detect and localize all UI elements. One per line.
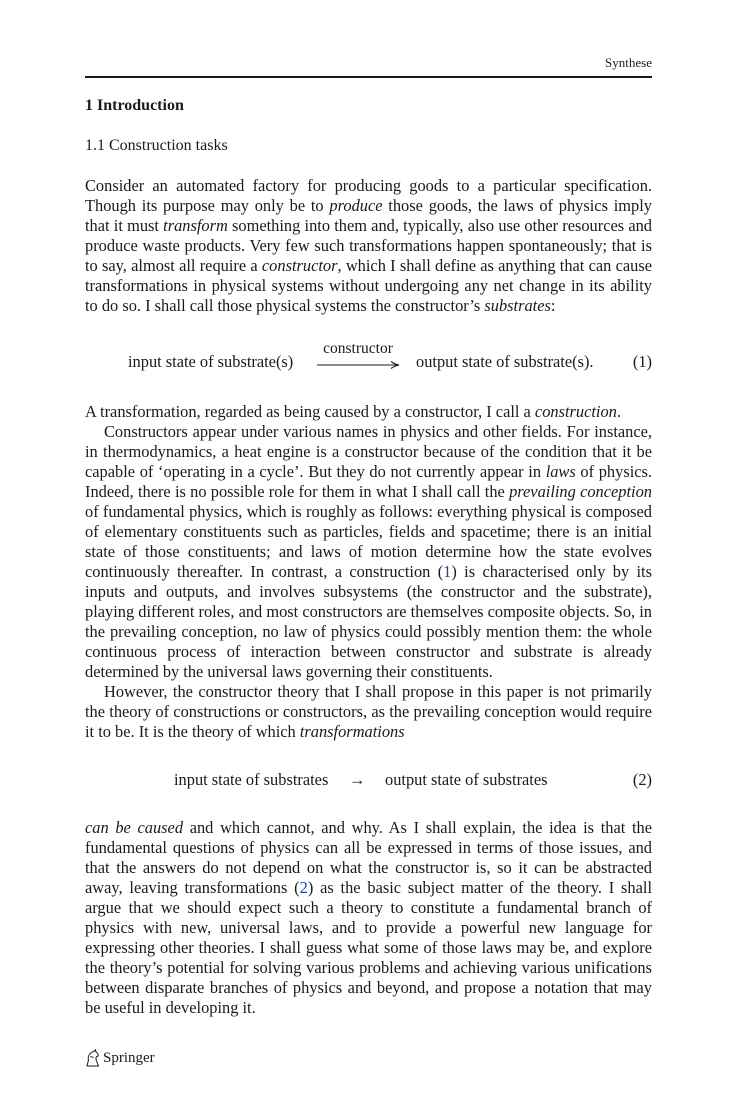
paragraph-3-text: Constructors appear under various names in physics and other fields. For instance, in thermodynamics, a heat engine is a constructor because of the condition that it be capable of ‘operating in a cycle’. But they do not currently appear in: [85, 422, 652, 481]
right-arrow-icon: →: [349, 770, 366, 789]
paragraph-1-emphasis: constructor: [261, 256, 338, 275]
paragraph-3-text: ) is characterised only by its inputs and outputs, and involves subsystems (the constructor and the substrate), playing different roles, and most constructors are themselves composite objects. So, in the prevailing conception, no law of physics could possibly mention them: the whole continuous process of interaction between constructor and substrate is already determined by the universal laws governing their constituents.: [85, 562, 652, 681]
equation-2-rhs: output state of substrates: [385, 770, 548, 789]
paragraph-1-emphasis: transform: [163, 216, 228, 235]
running-head: Synthese: [605, 55, 652, 70]
paragraph-1-emphasis: produce: [329, 196, 383, 215]
equation-2-lhs: input state of substrates: [174, 770, 329, 789]
paragraph-5-text: ) as the basic subject matter of the theory. I shall argue that we should expect such a theory to constitute a fundamental branch of physics with new, universal laws, and to provide a powerful new language for expressing other theories. I shall guess what some of those laws may be, and explore the theory’s potential for solving various problems and achieving various unifications between disparate branches of physics and beyond, and propose a notation that may be useful in developing it.: [85, 878, 652, 1017]
paragraph-1-text: those goods, the laws of physics imply that it must: [85, 196, 652, 235]
paragraph-1-text: something into them and, typically, also use other resources and produce waste products. Very few such transformations happen spontaneously; that is to say, almost all require a: [85, 216, 652, 275]
paragraph-2-text: .: [616, 402, 621, 421]
equation-1-rhs: output state of substrate(s).: [416, 352, 594, 371]
equation-reference-link[interactable]: 2: [299, 878, 308, 897]
paragraph-2-text: A transformation, regarded as being caused by a constructor, I call a: [85, 402, 535, 421]
paragraph-3-emphasis: laws: [545, 462, 576, 481]
footer: [85, 1047, 155, 1069]
paragraph-4-text: However, the constructor theory that I shall propose in this paper is not primarily the theory of constructions or constructors, as the prevailing conception would require it to be. It is the theory of which: [85, 682, 652, 741]
publisher-name: Springer: [103, 1050, 155, 1066]
paragraph-3-emphasis: prevailing conception: [509, 482, 652, 501]
long-right-arrow-icon: [316, 360, 400, 370]
equation-1: [85, 340, 652, 372]
equation-2-number: (2): [632, 770, 652, 789]
paragraph-2-emphasis: construction: [534, 402, 617, 421]
paragraph-1-emphasis: substrates: [484, 296, 551, 315]
paragraph-5: [85, 818, 652, 1018]
equation-1-number: (1): [632, 352, 652, 371]
paragraph-1-text: Consider an automated factory for producing goods to a particular specification. Though its purpose may only be to: [85, 176, 652, 215]
equation-2: [85, 770, 652, 790]
paragraph-4-emphasis: transformations: [299, 722, 405, 741]
subsection-title: 1.1 Construction tasks: [85, 137, 228, 154]
paragraph-3-text: of physics. Indeed, there is no possible role for them in what I shall call the: [85, 462, 653, 501]
springer-horse-icon: [85, 1049, 100, 1067]
paragraph-3: [85, 422, 652, 682]
equation-1-lhs: input state of substrate(s): [128, 352, 294, 371]
paragraph-1-text: , which I shall define as anything that can cause transformations in physical systems without undergoing any net change in its ability to do so. I shall call those physical systems the constructor’s: [85, 256, 652, 315]
paragraph-1-text: :: [550, 296, 556, 315]
paragraph-2: [85, 402, 652, 422]
equation-reference-link[interactable]: 1: [443, 562, 452, 581]
paragraph-5-text: and which cannot, and why. As I shall explain, the idea is that the fundamental questions of physics can all be expressed in terms of those issues, and that the answers do not depend on what the constructor is, so it can be abstracted away, leaving transformations (: [85, 818, 652, 897]
paragraph-3-text: of fundamental physics, which is roughly as follows: everything physical is composed of elementary constituents such as particles, fields and spacetime; there is an initial state of those constituents; and laws of motion determine how the state evolves continuously thereafter. In contrast, a construction (: [85, 502, 652, 581]
header-rule: [85, 76, 652, 78]
equation-1-arrow: [316, 342, 400, 372]
section-title: 1 Introduction: [85, 97, 184, 114]
paragraph-1: [85, 176, 652, 316]
equation-1-arrow-label: constructor: [323, 340, 393, 357]
paragraph-5-emphasis: can be caused: [85, 818, 184, 837]
paragraph-4: [85, 682, 652, 742]
